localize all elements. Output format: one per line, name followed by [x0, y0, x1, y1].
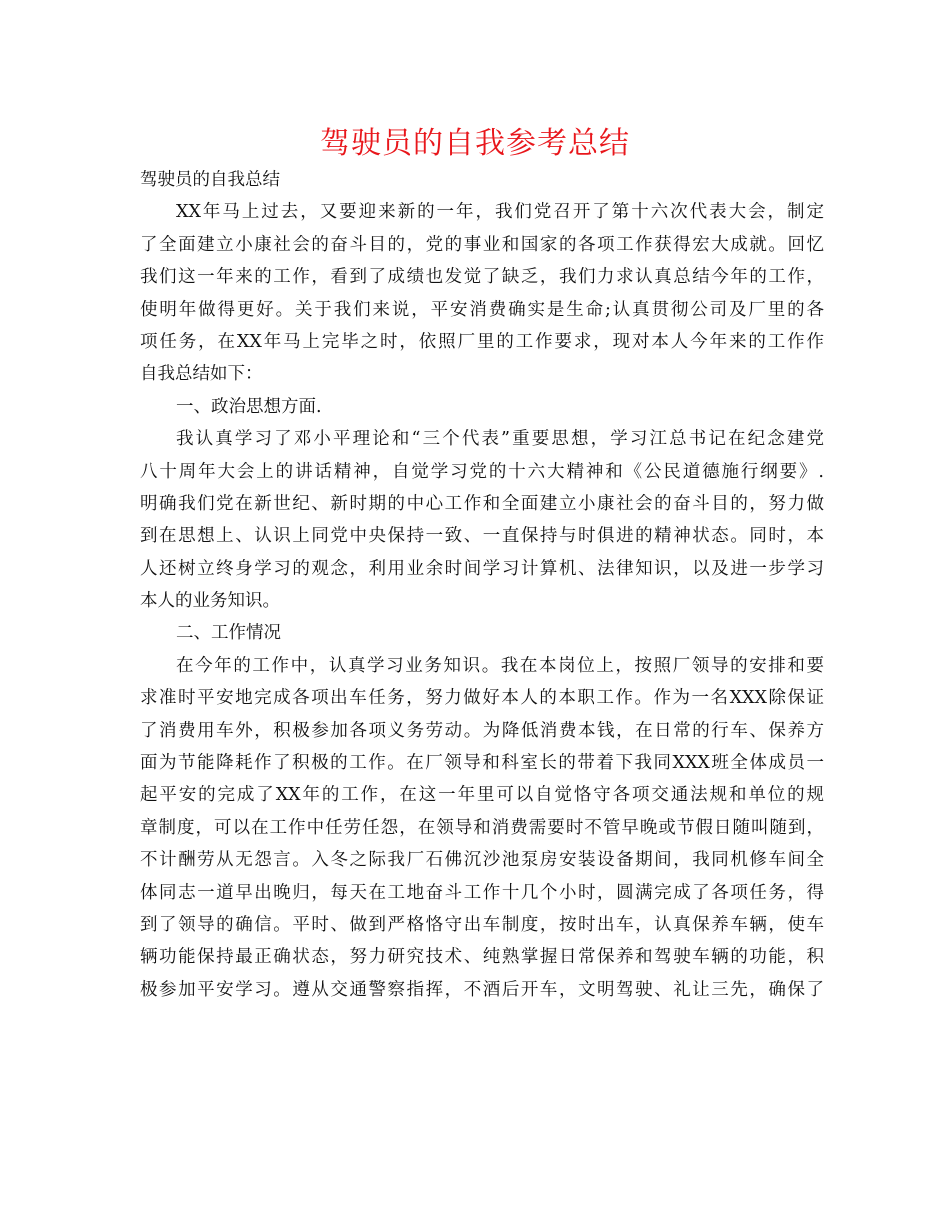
text-line: 面为节能降耗作了积极的工作。在厂领导和科室长的带着下我同XXX班全体成员一: [140, 753, 824, 774]
text-line: 辆功能保持最正确状态，努力研究技术、纯熟掌握日常保养和驾驶车辆的功能，积: [140, 947, 824, 968]
text-line: 自我总结如下：: [140, 364, 263, 385]
text-line: 在今年的工作中，认真学习业务知识。我在本岗位上，按照厂领导的安排和要: [176, 655, 824, 676]
text-line: 我们这一年来的工作，看到了成绩也发觉了缺乏，我们力求认真总结今年的工作，: [140, 267, 824, 288]
text-line: 驾驶员的自我总结: [140, 170, 280, 190]
text-line: 使明年做得更好。关于我们来说，平安消费确实是生命;认真贯彻公司及厂里的各: [140, 299, 824, 320]
text-line: 了全面建立小康社会的奋斗目的，党的事业和国家的各项工作获得宏大成就。回忆: [140, 234, 824, 255]
text-line: XX年马上过去，又要迎来新的一年，我们党召开了第十六次代表大会，制定: [176, 202, 824, 223]
text-line: 极参加平安学习。遵从交通警察指挥，不酒后开车，文明驾驶、礼让三先，确保了: [140, 979, 824, 1000]
text-line: 一、政治思想方面.: [176, 396, 322, 417]
text-line: 八十周年大会上的讲话精神，自觉学习党的十六大精神和《公民道德施行纲要》.: [140, 461, 824, 482]
text-line: 求准时平安地完成各项出车任务，努力做好本人的本职工作。作为一名XXX除保证: [140, 688, 824, 709]
text-line: 我认真学习了邓小平理论和“三个代表”重要思想，学习江总书记在纪念建党: [176, 429, 824, 450]
text-line: 人还树立终身学习的观念，利用业余时间学习计算机、法律知识，以及进一步学习: [140, 558, 824, 579]
text-line: 章制度，可以在工作中任劳任怨，在领导和消费需要时不管早晚或节假日随叫随到，: [140, 817, 824, 838]
text-line: 到了领导的确信。平时、做到严格恪守出车制度，按时出车，认真保养车辆，使车: [140, 914, 824, 935]
text-line: 二、工作情况: [176, 623, 281, 644]
text-line: 了消费用车外，积极参加各项义务劳动。为降低消费本钱，在日常的行车、保养方: [140, 720, 824, 741]
text-line: 体同志一道早出晚归，每天在工地奋斗工作十几个小时，圆满完成了各项任务，得: [140, 882, 824, 903]
text-line: 明确我们党在新世纪、新时期的中心工作和全面建立小康社会的奋斗目的，努力做: [140, 493, 824, 514]
document-title: 驾驶员的自我参考总结: [320, 126, 630, 161]
text-line: 起平安的完成了XX年的工作，在这一年里可以自觉恪守各项交通法规和单位的规: [140, 785, 824, 806]
document-body: [140, 164, 824, 1006]
text-line: 本人的业务知识。: [140, 591, 280, 612]
text-line: 项任务，在XX年马上完毕之时，依照厂里的工作要求，现对本人今年来的工作作: [140, 331, 824, 352]
text-line: 不计酬劳从无怨言。入冬之际我厂石佛沉沙池泵房安装设备期间，我同机修车间全: [140, 850, 824, 871]
text-line: 到在思想上、认识上同党中央保持一致、一直保持与时俱进的精神状态。同时，本: [140, 526, 824, 547]
